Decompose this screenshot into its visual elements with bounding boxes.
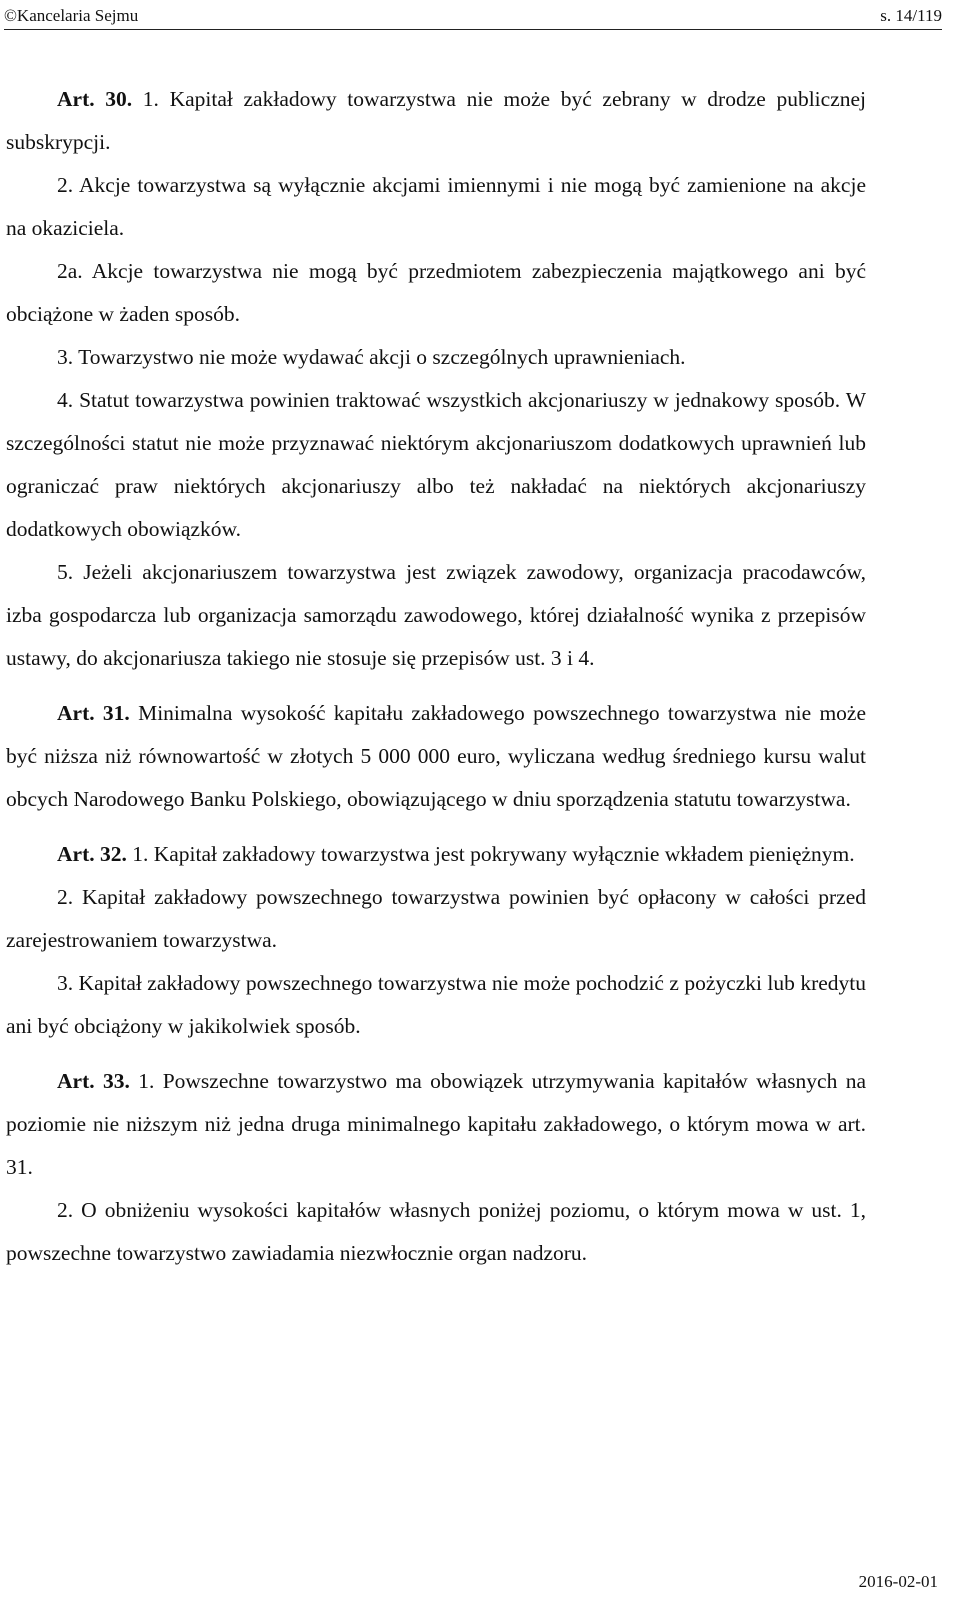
paragraph-text: 4. Statut towarzystwa powinien traktować wszystkich akcjonariuszy w jednakowy sposób. W szczególności statut nie może przyznawać niektórym akcjonariuszom dodatkowych uprawnień lub ograniczać praw niektórych akcjonariuszy albo też nakładać na niektórych akcjonariuszy dodatkowych obowiązków. [6, 388, 866, 541]
article-label: Art. 31. [57, 701, 130, 725]
page-header [4, 0, 942, 30]
paragraph-text: 1. Kapitał zakładowy towarzystwa nie może być zebrany w drodze publicznej subskrypcji. [6, 87, 866, 154]
paragraph-art30-4 [6, 379, 866, 551]
article-label: Art. 33. [57, 1069, 130, 1093]
article-label: Art. 30. [57, 87, 133, 111]
paragraph-art30-1 [6, 78, 866, 164]
paragraph-art30-2 [6, 164, 866, 250]
paragraph-text: 2. Kapitał zakładowy powszechnego towarzystwa powinien być opłacony w całości przed zarejestrowaniem towarzystwa. [6, 885, 866, 952]
paragraph-text: 5. Jeżeli akcjonariuszem towarzystwa jest związek zawodowy, organizacja pracodawców, izba gospodarcza lub organizacja samorządu zawodowego, której działalność wynika z przepisów ustawy, do akcjonariusza takiego nie stosuje się przepisów ust. 3 i 4. [6, 560, 866, 670]
paragraph-text: Minimalna wysokość kapitału zakładowego powszechnego towarzystwa nie może być niższa niż równowartość w złotych 5 000 000 euro, wyliczana według średniego kursu walut obcych Narodowego Banku Polskiego, obowiązującego w dniu sporządzenia statutu towarzystwa. [6, 701, 866, 811]
paragraph-text: 1. Kapitał zakładowy towarzystwa jest pokrywany wyłącznie wkładem pieniężnym. [126, 842, 855, 866]
paragraph-text: 1. Powszechne towarzystwo ma obowiązek utrzymywania kapitałów własnych na poziomie nie niższym niż jedna druga minimalnego kapitału zakładowego, o którym mowa w art. 31. [6, 1069, 866, 1179]
paragraph-art30-3 [6, 336, 866, 379]
page-footer-date: 2016-02-01 [858, 1572, 938, 1591]
paragraph-art31 [6, 692, 866, 821]
paragraph-art30-5 [6, 551, 866, 680]
paragraph-art30-2a [6, 250, 866, 336]
paragraph-text: 2. Akcje towarzystwa są wyłącznie akcjami imiennymi i nie mogą być zamienione na akcje na okaziciela. [6, 173, 866, 240]
page-number: s. 14/119 [880, 6, 942, 25]
article-label: Art. 32. [57, 842, 127, 866]
copyright-notice: ©Kancelaria Sejmu [4, 6, 139, 25]
paragraph-art32-1 [6, 833, 866, 876]
paragraph-text: 3. Kapitał zakładowy powszechnego towarzystwa nie może pochodzić z pożyczki lub kredytu ani być obciążony w jakikolwiek sposób. [6, 971, 866, 1038]
paragraph-text: 2. O obniżeniu wysokości kapitałów własnych poniżej poziomu, o którym mowa w ust. 1, powszechne towarzystwo zawiadamia niezwłocznie organ nadzoru. [6, 1198, 866, 1265]
paragraph-art33-1 [6, 1060, 866, 1189]
document-body [6, 78, 866, 1275]
paragraph-art33-2 [6, 1189, 866, 1275]
paragraph-text: 2a. Akcje towarzystwa nie mogą być przedmiotem zabezpieczenia majątkowego ani być obciążone w żaden sposób. [6, 259, 866, 326]
paragraph-art32-2 [6, 876, 866, 962]
paragraph-text: 3. Towarzystwo nie może wydawać akcji o szczególnych uprawnieniach. [57, 345, 686, 369]
paragraph-art32-3 [6, 962, 866, 1048]
